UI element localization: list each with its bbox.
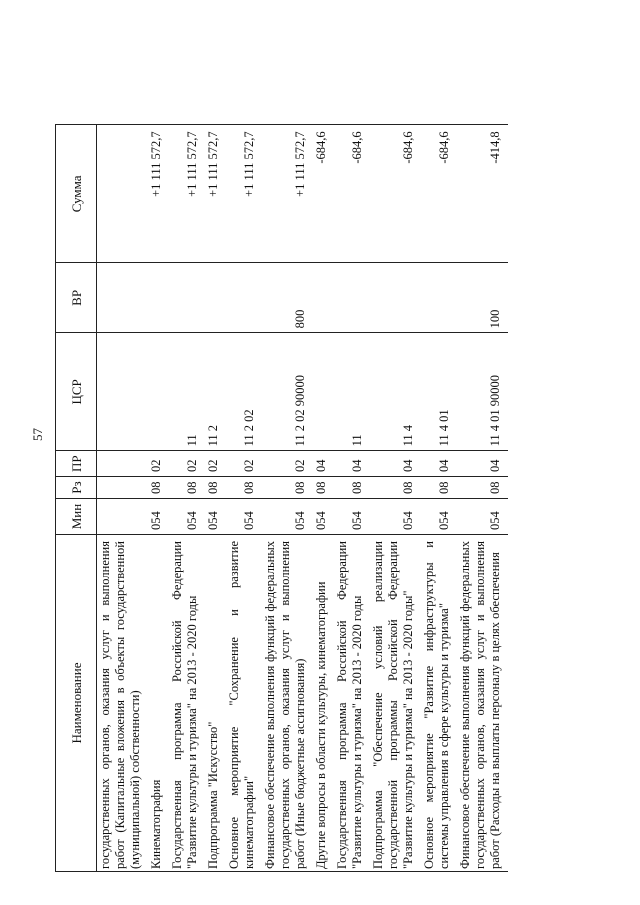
row-csr [148,333,169,451]
row-csr: 11 4 01 90000 [457,333,508,451]
row-vr [313,263,334,333]
row-pr: 04 [421,451,457,477]
row-min [97,499,149,535]
row-vr [169,263,205,333]
row-csr: 11 2 [205,333,226,451]
table-row [169,125,205,872]
header-pr: ПР [56,451,97,477]
row-sum: +1 111 572,7 [262,125,313,263]
table-row [370,125,421,872]
row-rz: 08 [457,477,508,499]
row-name: Основное мероприятие "Развитие инфраструктуры и системы управления в сфере культуры и туризма" [421,535,457,872]
row-min: 054 [262,499,313,535]
row-pr [97,451,149,477]
row-name: Подпрограмма "Искусство" [205,535,226,872]
table-row [334,125,370,872]
row-csr: 11 [334,333,370,451]
table-row [205,125,226,872]
header-rz: Рз [56,477,97,499]
row-csr [313,333,334,451]
header-csr: ЦСР [56,333,97,451]
row-rz: 08 [148,477,169,499]
row-pr: 04 [457,451,508,477]
row-vr [148,263,169,333]
row-vr [97,263,149,333]
row-min: 054 [457,499,508,535]
row-sum [97,125,149,263]
budget-table [55,124,508,872]
row-name: Государственная программа Российской Федерации "Развитие культуры и туризма" на 2013 - 2020 годы [334,535,370,872]
row-pr: 02 [226,451,262,477]
row-csr: 11 2 02 90000 [262,333,313,451]
row-pr: 02 [169,451,205,477]
row-rz: 08 [226,477,262,499]
row-vr [205,263,226,333]
row-csr: 11 4 [370,333,421,451]
row-pr: 02 [148,451,169,477]
row-vr [370,263,421,333]
table-row [148,125,169,872]
table-row [226,125,262,872]
row-sum: -684,6 [334,125,370,263]
row-min: 054 [169,499,205,535]
row-name: Кинематография [148,535,169,872]
row-name: Другие вопросы в области культуры, кинематографии [313,535,334,872]
row-name: Подпрограмма "Обеспечение условий реализации государственной программы Российской Федерации "Развитие культуры и туризма" на 2013 - 2020 годы" [370,535,421,872]
row-rz: 08 [262,477,313,499]
row-name: Государственная программа Российской Федерации "Развитие культуры и туризма" на 2013 - 2020 годы [169,535,205,872]
row-pr: 02 [205,451,226,477]
row-csr [97,333,149,451]
header-name: Наименование [56,535,97,872]
row-min: 054 [370,499,421,535]
row-sum: -414,8 [457,125,508,263]
row-name: государственных органов, оказания услуг и выполнения работ (Капитальные вложения в объекты государственной (муниципальной) собственности) [97,535,149,872]
row-pr: 04 [370,451,421,477]
table-row [97,125,149,872]
row-rz: 08 [205,477,226,499]
row-rz: 08 [334,477,370,499]
row-min: 054 [313,499,334,535]
row-sum: -684,6 [313,125,334,263]
row-min: 054 [205,499,226,535]
row-min: 054 [226,499,262,535]
table-row [421,125,457,872]
table-row [313,125,334,872]
row-vr [334,263,370,333]
row-sum: +1 111 572,7 [169,125,205,263]
row-sum: +1 111 572,7 [205,125,226,263]
row-pr: 04 [313,451,334,477]
table-row [262,125,313,872]
row-min: 054 [421,499,457,535]
row-sum: -684,6 [421,125,457,263]
row-rz: 08 [169,477,205,499]
row-pr: 02 [262,451,313,477]
row-rz [97,477,149,499]
table-row [457,125,508,872]
row-rz: 08 [370,477,421,499]
row-csr: 11 4 01 [421,333,457,451]
row-sum: +1 111 572,7 [148,125,169,263]
row-name: Основное мероприятие "Сохранение и развитие кинематографии" [226,535,262,872]
row-rz: 08 [313,477,334,499]
row-name: Финансовое обеспечение выполнения функций федеральных государственных органов, оказания услуг и выполнения работ (Расходы на выплаты персоналу в целях обеспечения [457,535,508,872]
row-sum: +1 111 572,7 [226,125,262,263]
row-rz: 08 [421,477,457,499]
row-min: 054 [148,499,169,535]
row-pr: 04 [334,451,370,477]
header-sum: Сумма [56,125,97,263]
table-header-row [56,125,97,872]
row-vr: 800 [262,263,313,333]
page-number: 57 [30,428,45,441]
row-vr [421,263,457,333]
row-csr: 11 [169,333,205,451]
row-min: 054 [334,499,370,535]
row-vr [226,263,262,333]
row-name: Финансовое обеспечение выполнения функций федеральных государственных органов, оказания услуг и выполнения работ (Иные бюджетные ассигнования) [262,535,313,872]
row-sum: -684,6 [370,125,421,263]
header-vr: ВР [56,263,97,333]
row-vr: 100 [457,263,508,333]
row-csr: 11 2 02 [226,333,262,451]
header-min: Мин [56,499,97,535]
